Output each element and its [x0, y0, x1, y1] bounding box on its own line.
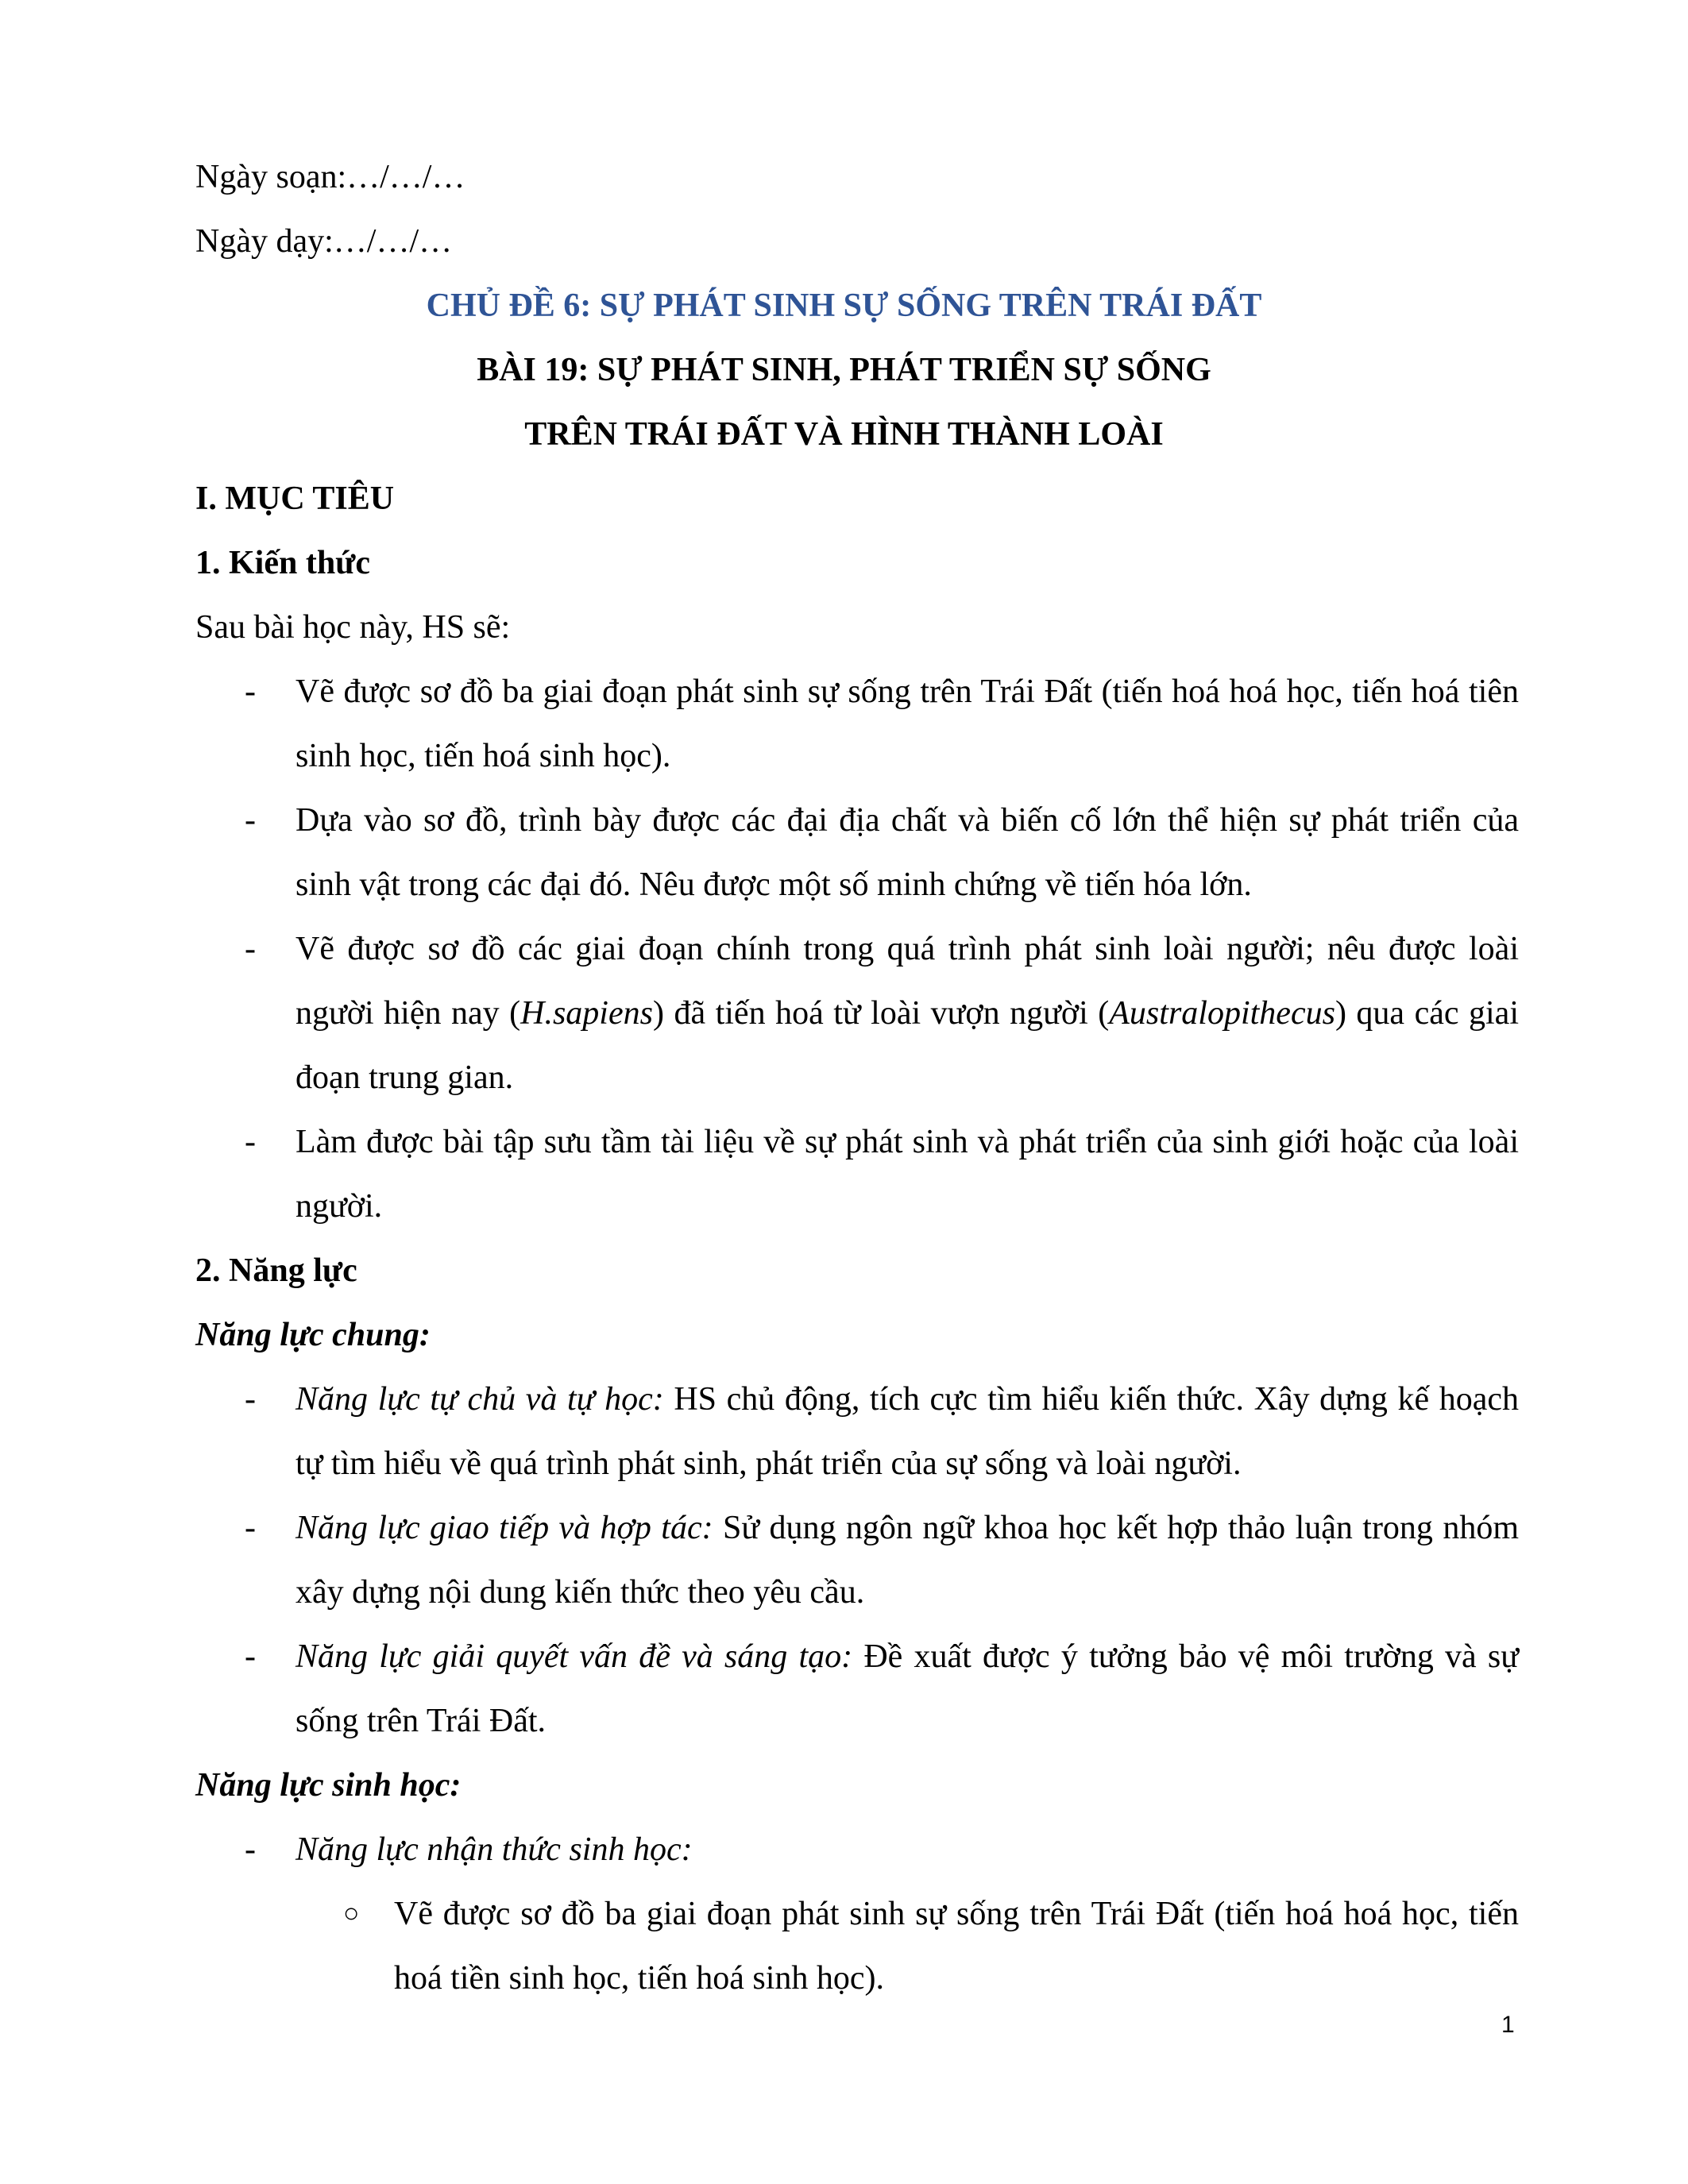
bullet-marker: - — [245, 802, 256, 839]
section-heading-objectives: I. MỤC TIÊU — [195, 480, 395, 517]
bullet-marker: - — [245, 1510, 256, 1546]
competence-text: Đề xuất được ý tưởng bảo vệ môi trường và sự sống trên Trái Đất. — [295, 1638, 1519, 1739]
knowledge-item-1: Vẽ được sơ đồ ba giai đoạn phát sinh sự sống trên Trái Đất (tiến hoá hoá học, tiến hoá tiên sinh học, tiến hoá sinh học). — [295, 673, 1519, 774]
subheading-knowledge: 1. Kiến thức — [195, 545, 371, 581]
circle-bullet-marker: ○ — [343, 1899, 360, 1928]
subheading-competence: 2. Năng lực — [195, 1252, 357, 1289]
species-name-hsapiens: H.sapiens — [520, 995, 653, 1032]
bullet-marker: - — [245, 931, 256, 967]
knowledge-intro: Sau bài học này, HS sẽ: — [195, 609, 511, 646]
ngay-day: Ngày dạy:…/…/… — [195, 223, 453, 260]
bio-competence-heading: Năng lực sinh học: — [195, 1767, 462, 1804]
page-number: 1 — [1501, 2012, 1515, 2038]
knowledge-item-4: Làm được bài tập sưu tầm tài liệu về sự phát sinh và phát triển của sinh giới hoặc của loài người. — [295, 1124, 1519, 1225]
general-competence-item-3 — [295, 1625, 1519, 1754]
knowledge-item-2: Dựa vào sơ đồ, trình bày được các đại địa chất và biến cố lớn thể hiện sự phát triển của sinh vật trong các đại đó. Nêu được một số minh chứng về tiến hóa lớn. — [295, 802, 1519, 903]
competence-text: Sử dụng ngôn ngữ khoa học kết hợp thảo luận trong nhóm xây dựng nội dung kiến thức theo yêu cầu. — [295, 1510, 1519, 1611]
bullet-marker: - — [245, 673, 256, 710]
bullet-marker: - — [245, 1638, 256, 1675]
general-competence-item-2 — [295, 1496, 1519, 1625]
species-name-australopithecus: Australopithecus — [1109, 995, 1335, 1032]
item-text: Vẽ được sơ đồ các giai đoạn chính trong quá trình phát sinh loài người; nêu được loài người hiện nay ( — [295, 931, 1519, 1032]
competence-label: Năng lực giải quyết vấn đề và sáng tạo: — [295, 1638, 853, 1675]
ngay-soan: Ngày soạn:…/…/… — [195, 159, 465, 195]
topic-title: CHỦ ĐỀ 6: SỰ PHÁT SINH SỰ SỐNG TRÊN TRÁI ĐẤT — [426, 287, 1262, 324]
lesson-title-line2: TRÊN TRÁI ĐẤT VÀ HÌNH THÀNH LOÀI — [524, 416, 1164, 453]
competence-label: Năng lực tự chủ và tự học: — [295, 1381, 664, 1418]
bullet-marker: - — [245, 1831, 256, 1868]
general-competence-item-1 — [295, 1368, 1519, 1496]
bullet-marker: - — [245, 1124, 256, 1160]
bio-competence-item-label: Năng lực nhận thức sinh học: — [295, 1831, 693, 1868]
general-competence-heading: Năng lực chung: — [195, 1317, 431, 1353]
bio-sub-item-1: Vẽ được sơ đồ ba giai đoạn phát sinh sự sống trên Trái Đất (tiến hoá hoá học, tiến hoá tiền sinh học, tiến hoá sinh học). — [394, 1896, 1519, 1997]
knowledge-item-3 — [295, 917, 1519, 1110]
item-text: ) qua các giai đoạn trung gian. — [295, 995, 1519, 1096]
item-text: ) đã tiến hoá từ loài vượn người ( — [652, 995, 1110, 1032]
lesson-title-line1: BÀI 19: SỰ PHÁT SINH, PHÁT TRIỂN SỰ SỐNG — [477, 352, 1211, 388]
competence-text: HS chủ động, tích cực tìm hiểu kiến thức. Xây dựng kế hoạch tự tìm hiểu về quá trình phát sinh, phát triển của sự sống và loài người. — [295, 1381, 1519, 1482]
bullet-marker: - — [245, 1381, 256, 1418]
competence-label: Năng lực giao tiếp và hợp tác: — [295, 1510, 713, 1546]
